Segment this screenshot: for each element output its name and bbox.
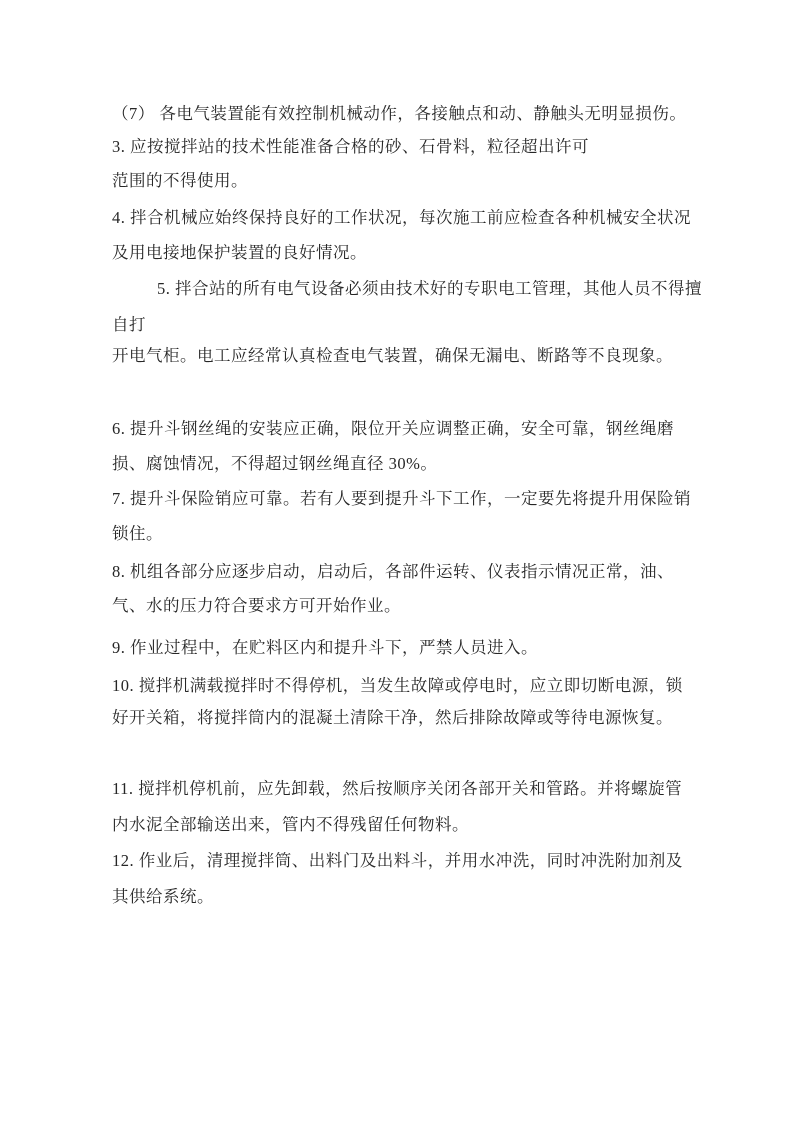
document-line: 4. 拌合机械应始终保持良好的工作状况，每次施工前应检查各种机械安全状况 (112, 208, 691, 227)
document-line: 6. 提升斗钢丝绳的安装应正确，限位开关应调整正确，安全可靠，钢丝绳磨 (112, 419, 674, 438)
document-line: 11. 搅拌机停机前，应先卸载，然后按顺序关闭各部开关和管路。并将螺旋管 (112, 779, 683, 798)
document-line: 损、腐蚀情况，不得超过钢丝绳直径 30%。 (112, 454, 438, 473)
document-line: （7） 各电气装置能有效控制机械动作，各接触点和动、静触头无明显损伤。 (112, 104, 687, 123)
document-line: 5. 拌合站的所有电气设备必须由技术好的专职电工管理，其他人员不得擅 (157, 279, 702, 298)
document-line: 自打 (112, 315, 146, 334)
document-line: 10. 搅拌机满载搅拌时不得停机，当发生故障或停电时，应立即切断电源，锁 (112, 676, 683, 695)
document-line: 开电气柜。电工应经常认真检查电气装置，确保无漏电、断路等不良现象。 (112, 346, 673, 365)
document-line: 内水泥全部输送出来，管内不得残留任何物料。 (112, 815, 469, 834)
document-line: 气、水的压力符合要求方可开始作业。 (112, 596, 401, 615)
document-line: 及用电接地保护装置的良好情况。 (112, 243, 367, 262)
document-line: 好开关箱，将搅拌筒内的混凝土清除干净，然后排除故障或等待电源恢复。 (112, 708, 673, 727)
document-line: 7. 提升斗保险销应可靠。若有人要到提升斗下工作，一定要先将提升用保险销 (112, 489, 691, 508)
document-line: 其供给系统。 (112, 887, 214, 906)
document-line: 9. 作业过程中，在贮料区内和提升斗下，严禁人员进入。 (112, 638, 538, 657)
document-line: 12. 作业后，清理搅拌筒、出料门及出料斗，并用水冲洗，同时冲洗附加剂及 (112, 851, 683, 870)
document-line: 8. 机组各部分应逐步启动，启动后，各部件运转、仪表指示情况正常，油、 (112, 562, 674, 581)
document-line: 3. 应按搅拌站的技术性能准备合格的砂、石骨料，粒径超出许可 (112, 137, 589, 156)
document-line: 范围的不得使用。 (112, 171, 248, 190)
document-line: 锁住。 (112, 524, 163, 543)
